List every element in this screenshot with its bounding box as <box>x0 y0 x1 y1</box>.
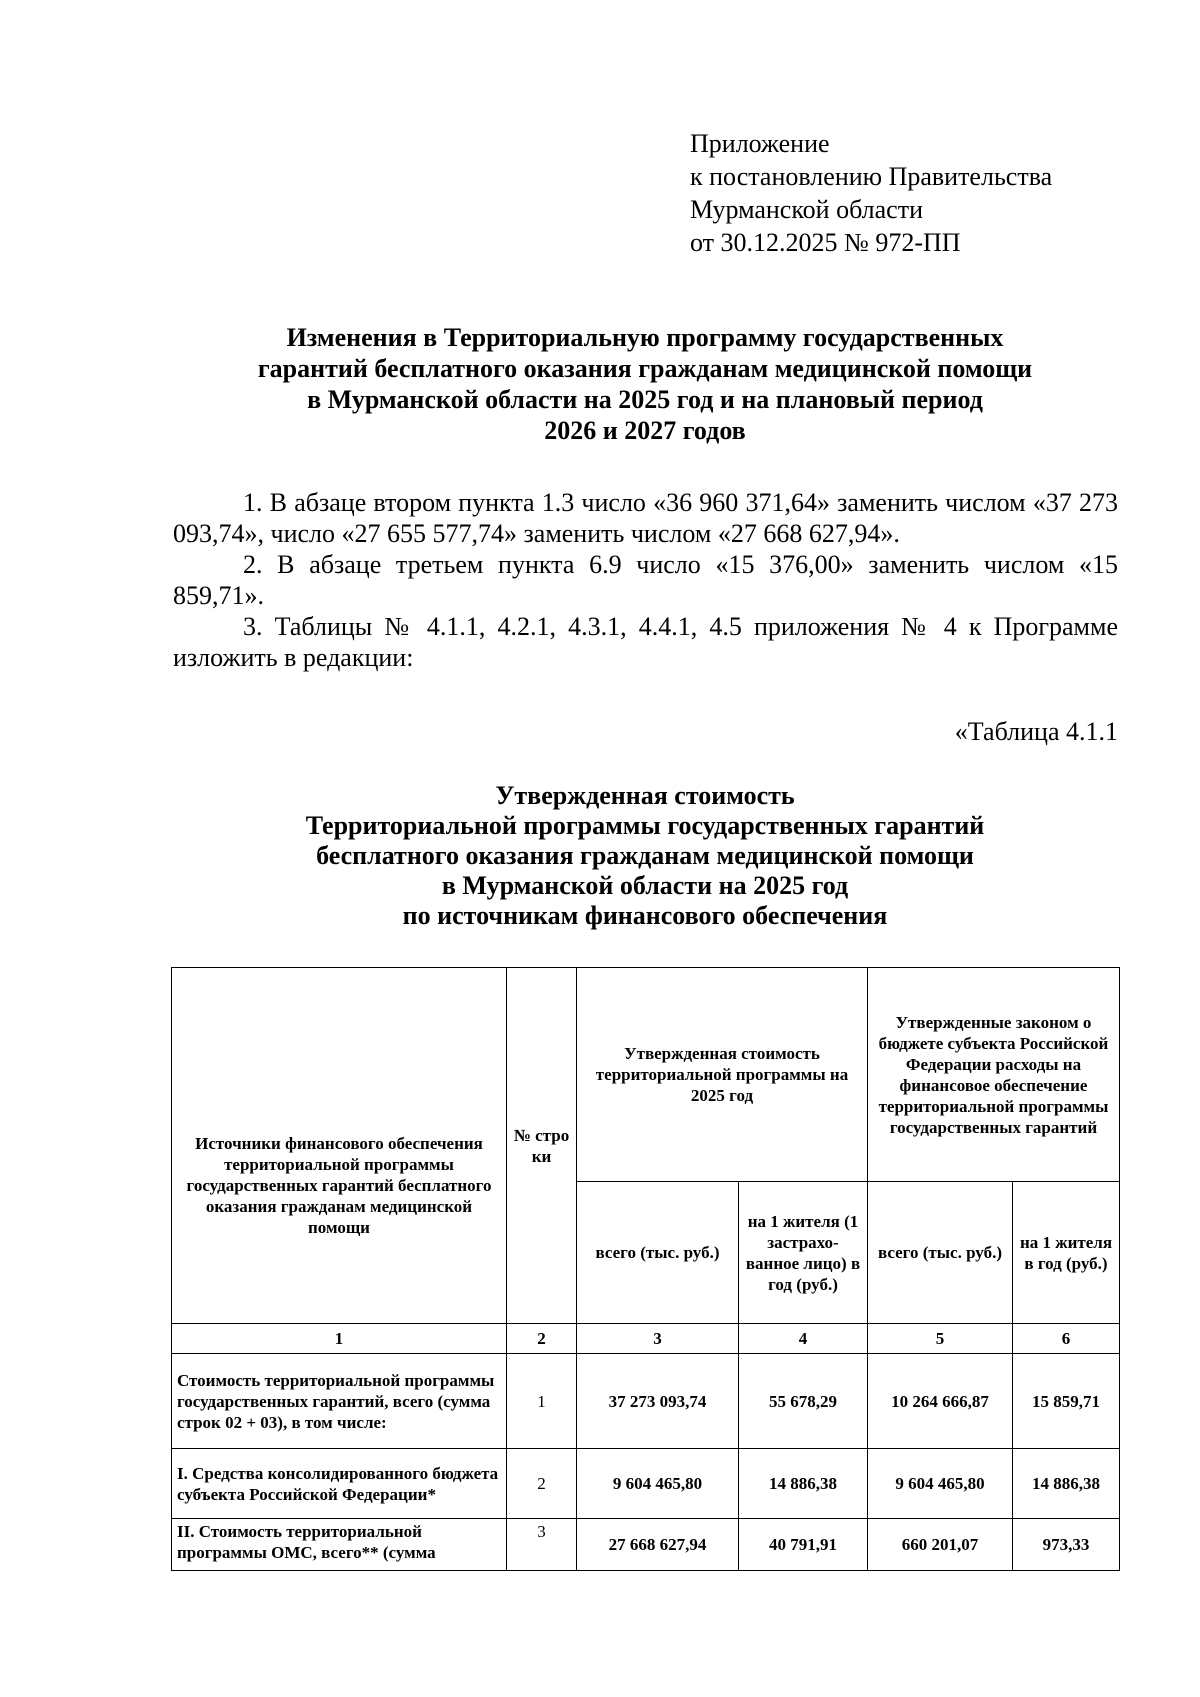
row-per-resident-2: 15 859,71 <box>1013 1354 1120 1449</box>
table-title-line-5: по источникам финансового обеспечения <box>402 901 888 930</box>
paragraph-2: 2. В абзаце третьем пункта 6.9 число «15 376,00» заменить числом «15 859,71». <box>173 550 1118 610</box>
row-per-resident-1: 55 678,29 <box>739 1354 868 1449</box>
document-title-line-3: в Мурманской области на 2025 год и на плановый период <box>307 385 983 414</box>
cost-table <box>171 967 1120 1571</box>
row-total-2: 10 264 666,87 <box>868 1354 1013 1449</box>
row-total-1: 9 604 465,80 <box>577 1449 739 1519</box>
row-source: Стоимость территориальной программы государственных гарантий, всего (сумма строк 02 + 03), в том числе: <box>172 1354 507 1449</box>
table-title-line-4: в Мурманской области на 2025 год <box>441 871 849 900</box>
column-number: 6 <box>1013 1324 1120 1354</box>
row-source: I. Средства консолидированного бюджета субъекта Российской Федерации* <box>172 1449 507 1519</box>
document-title-line-2: гарантий бесплатного оказания гражданам медицинской помощи <box>257 354 1033 383</box>
row-total-1: 37 273 093,74 <box>577 1354 739 1449</box>
header-per-resident-1: на 1 жителя (1 застрахо-ванное лицо) в год (руб.) <box>739 1182 868 1324</box>
document-title-line-1: Изменения в Территориальную программу государственных <box>286 323 1004 352</box>
paragraph-1: 1. В абзаце втором пункта 1.3 число «36 960 371,64» заменить числом «37 273 093,74», число «27 655 577,74» заменить числом «27 668 627,94». <box>173 488 1118 548</box>
row-total-1: 27 668 627,94 <box>577 1519 739 1571</box>
table-title-line-1: Утвержденная стоимость <box>495 781 795 810</box>
header-total-1: всего (тыс. руб.) <box>577 1182 739 1324</box>
row-source: II. Стоимость территориальной программы ОМС, всего** (сумма <box>172 1519 507 1571</box>
row-per-resident-2: 14 886,38 <box>1013 1449 1120 1519</box>
header-approved-cost: Утвержденная стоимость территориальной программы на 2025 год <box>577 968 868 1182</box>
row-total-2: 660 201,07 <box>868 1519 1013 1571</box>
row-code: 3 <box>507 1519 577 1571</box>
header-budget-law: Утвержденные законом о бюджете субъекта Российской Федерации расходы на финансовое обеспечение территориальной программы государственных гарантий <box>868 968 1120 1182</box>
body-text <box>173 487 1118 673</box>
annex-header <box>690 127 1052 259</box>
row-per-resident-1: 40 791,91 <box>739 1519 868 1571</box>
row-per-resident-1: 14 886,38 <box>739 1449 868 1519</box>
column-number: 3 <box>577 1324 739 1354</box>
row-code: 2 <box>507 1449 577 1519</box>
table-row <box>172 1449 1120 1519</box>
document-title <box>170 322 1120 446</box>
table-row <box>172 1354 1120 1449</box>
table-label: «Таблица 4.1.1 <box>954 717 1118 746</box>
header-total-2: всего (тыс. руб.) <box>868 1182 1013 1324</box>
table-header-row <box>172 968 1120 1182</box>
row-code: 1 <box>507 1354 577 1449</box>
table-title-line-3: бесплатного оказания гражданам медицинской помощи <box>316 841 974 870</box>
column-number: 4 <box>739 1324 868 1354</box>
document-title-line-4: 2026 и 2027 годов <box>544 416 746 445</box>
annex-line-2: к постановлению Правительства <box>690 162 1053 191</box>
header-per-resident-2: на 1 жителя в год (руб.) <box>1013 1182 1120 1324</box>
column-number: 5 <box>868 1324 1013 1354</box>
row-per-resident-2: 973,33 <box>1013 1519 1120 1571</box>
header-row-number: № стро ки <box>507 968 577 1324</box>
column-number: 1 <box>172 1324 507 1354</box>
annex-line-1: Приложение <box>690 129 830 158</box>
table-title <box>170 781 1120 931</box>
paragraph-3: 3. Таблицы № 4.1.1, 4.2.1, 4.3.1, 4.4.1, 4.5 приложения № 4 к Программе изложить в редакции: <box>173 612 1118 672</box>
annex-line-4: от 30.12.2025 № 972-ПП <box>690 228 961 257</box>
header-source: Источники финансового обеспечения территориальной программы государственных гарантий бесплатного оказания гражданам медицинской помощи <box>172 968 507 1324</box>
table-row <box>172 1519 1120 1571</box>
row-total-2: 9 604 465,80 <box>868 1449 1013 1519</box>
annex-line-3: Мурманской области <box>690 195 923 224</box>
table-title-line-2: Территориальной программы государственных гарантий <box>305 811 985 840</box>
column-number-row <box>172 1324 1120 1354</box>
column-number: 2 <box>507 1324 577 1354</box>
